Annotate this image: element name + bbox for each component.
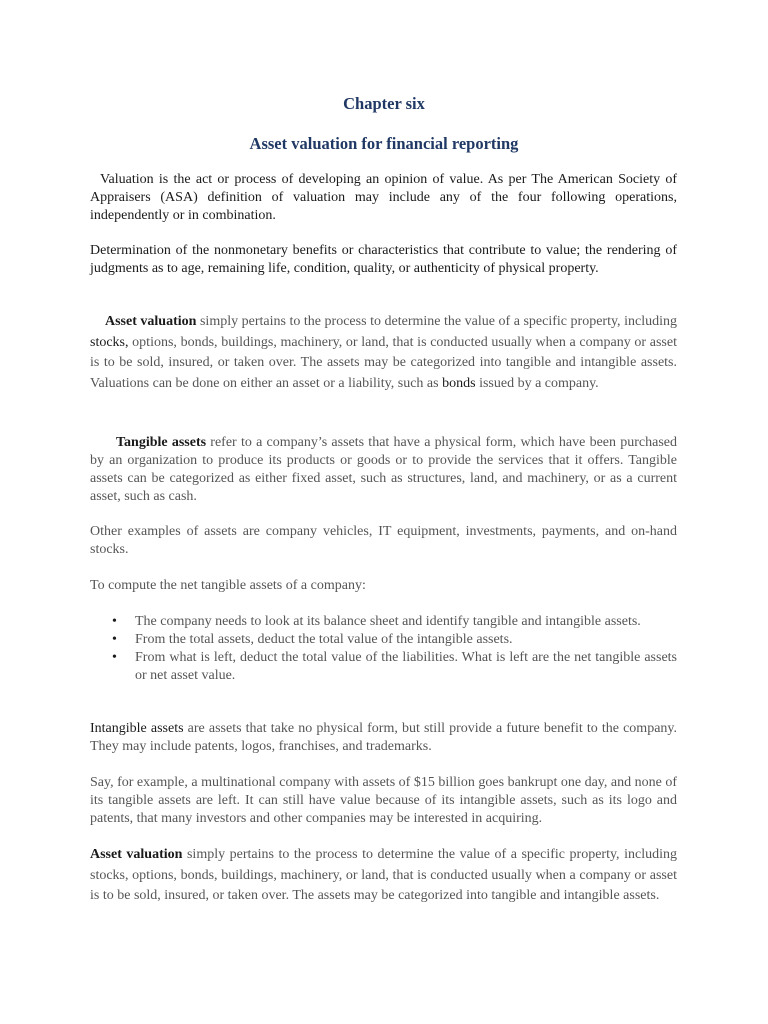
bullet-icon: • (112, 632, 117, 647)
compute-steps-list (90, 613, 677, 685)
intangible-assets-term: Intangible assets (90, 721, 184, 736)
bonds-keyword: bonds (442, 376, 476, 392)
asset-valuation-text-3: issued by a company. (475, 376, 599, 392)
asset-valuation-summary-paragraph (90, 845, 677, 907)
example-paragraph: Say, for example, a multinational company with assets of $15 billion goes bankrupt one day, and none of its tangible assets are left. It can still have value because of its intangible assets, such as its logo and patents, that many investors and other companies may be interested in acquiring. (90, 775, 677, 826)
tangible-assets-term: Tangible assets (116, 435, 207, 450)
asset-valuation-summary-term: Asset valuation (90, 847, 183, 862)
bullet-icon: • (112, 650, 117, 665)
bullet-icon: • (112, 614, 117, 629)
stocks-keyword: stocks, (90, 334, 129, 350)
asset-valuation-term: Asset valuation (105, 314, 197, 329)
determination-paragraph: Determination of the nonmonetary benefits or characteristics that contribute to value; the rendering of judgments as to age, remaining life, condition, quality, or authenticity of physical property. (90, 243, 677, 276)
tangible-assets-text: refer to a company’s assets that have a physical form, which have been purchased by an organization to produce its products or goods or to provide the services that it offers. Tangible assets can be categorized as either fixed asset, such as structures, land, and machinery, or as a current asset, such as cash. (90, 435, 677, 504)
intangible-assets-text: are assets that take no physical form, but still provide a future benefit to the company. They may include patents, logos, franchises, and trademarks. (90, 721, 677, 754)
asset-valuation-text-2: options, bonds, buildings, machinery, or land, that is conducted usually when a company or asset is to be sold, insured, or taken over. The assets may be categorized into tangible and intangible assets. Valuations can be done on either an asset or a liability, such as (90, 334, 677, 392)
asset-valuation-paragraph (90, 312, 677, 395)
list-item-text: From what is left, deduct the total value of the liabilities. What is left are the net tangible assets or net asset value. (135, 650, 677, 683)
compute-intro-paragraph: To compute the net tangible assets of a company: (90, 578, 366, 593)
list-item (90, 631, 677, 649)
asset-valuation-summary-text: simply pertains to the process to determine the value of a specific property, including stocks, options, bonds, buildings, machinery, or land, that is conducted usually when a company or asset is to be sold, insured, or taken over. The assets may be categorized into tangible and intangible assets. (90, 847, 677, 904)
list-item-text: From the total assets, deduct the total value of the intangible assets. (135, 632, 513, 647)
tangible-assets-paragraph (90, 434, 677, 506)
list-item (90, 649, 677, 685)
valuation-intro-paragraph: Valuation is the act or process of developing an opinion of value. As per The American Society of Appraisers (ASA) definition of valuation may include any of the four following operations, independently or in combination. (90, 172, 677, 223)
other-examples-paragraph: Other examples of assets are company vehicles, IT equipment, investments, payments, and on-hand stocks. (90, 524, 677, 557)
intangible-assets-paragraph (90, 720, 677, 756)
list-item-text: The company needs to look at its balance sheet and identify tangible and intangible assets. (135, 614, 641, 629)
asset-valuation-text-1: simply pertains to the process to determine the value of a specific property, including (196, 314, 677, 329)
chapter-title: Asset valuation for financial reporting (249, 134, 519, 153)
chapter-heading: Chapter six (343, 94, 425, 113)
list-item (90, 613, 677, 631)
